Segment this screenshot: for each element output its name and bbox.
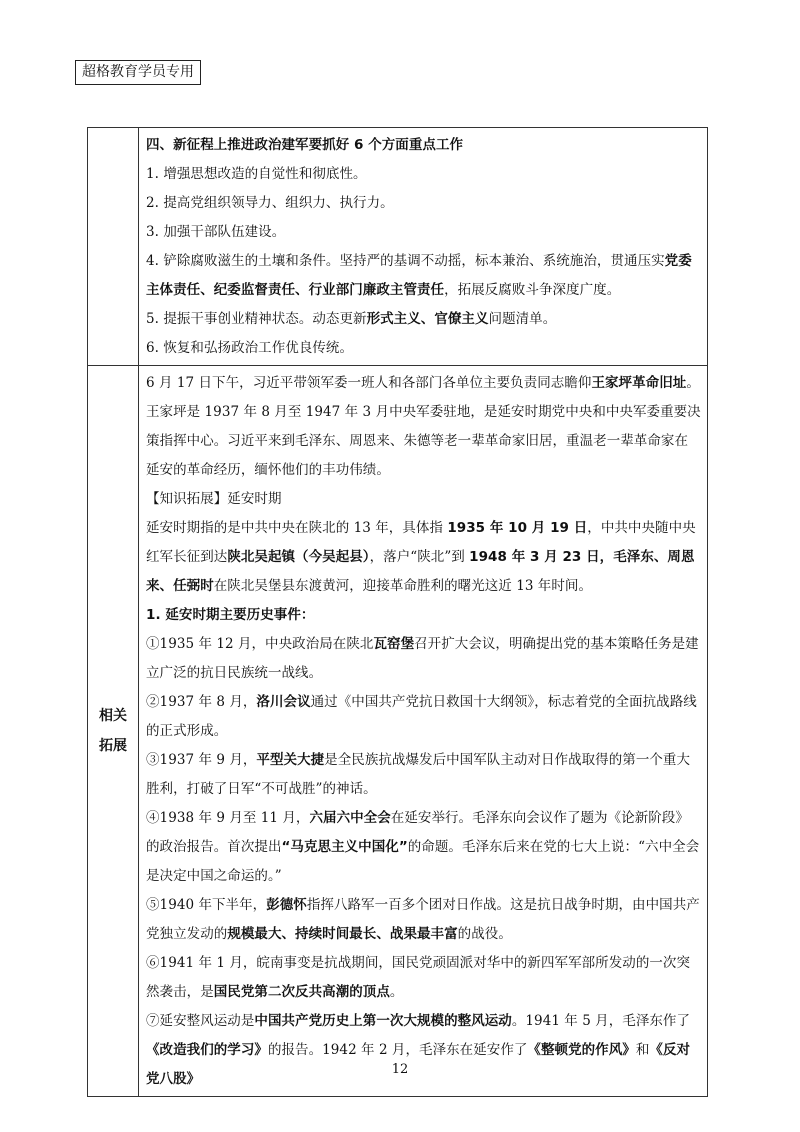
highlight-text: 形式主义、官僚主义 [366, 311, 489, 327]
text-run: 的报告。1942 年 2 月，毛泽东在延安作了 [267, 1042, 528, 1058]
text-run: ④1938 年 9 月至 11 月， [146, 810, 310, 826]
text-run: ，拓展反腐败斗争深度广度。 [444, 282, 621, 298]
section-heading: 四、新征程上推进政治建军要抓好 6 个方面重点工作 [146, 137, 464, 153]
table-row [88, 128, 708, 366]
text-run: 延安时期指的是中共中央在陕北的 13 年，具体指 [146, 520, 448, 536]
highlight-text: 1948 年 3 月 23 日，毛泽东、周恩来、任弼时 [146, 549, 695, 594]
text-run: 的战役。 [457, 926, 512, 942]
side-label-line: 拓展 [99, 738, 127, 754]
intro-paragraph [146, 369, 701, 485]
highlight-text: 彭德怀 [266, 897, 307, 913]
text-run: 6 月 17 日下午，习近平带领军委一班人和各部门各单位主要负责同志瞻仰 [146, 375, 592, 391]
text-run: ⑥1941 年 1 月，皖南事变是抗战期间，国民党顽固派对华中的新四军军部所发动的一次突然袭击，是 [146, 955, 691, 1000]
highlight-text: 平型关大捷 [256, 752, 325, 768]
knowledge-title: 【知识拓展】延安时期 [146, 491, 282, 507]
text-run: 召开扩大会议，明确提出党的基本策略任务是建立广泛的抗日民族统一战线。 [146, 636, 699, 681]
text-run: 指挥八路军一百多个团对日作战。这是抗日战争时期，由中国共产党独立发动的 [146, 897, 700, 942]
text-run: 是全民族抗战爆发后中国军队主动对日作战取得的第一个重大胜利，打破了日军“不可战胜”的神话。 [146, 752, 691, 797]
highlight-text: 1935 年 10 月 19 日 [447, 520, 588, 536]
text-run: 问题清单。 [488, 311, 557, 327]
page-number: 12 [391, 1062, 409, 1077]
event-item [146, 804, 701, 891]
side-label-line: 相关 [99, 708, 127, 724]
watermark-label: 超格教育学员专用 [75, 60, 201, 85]
list-item: 1. 增强思想改造的自觉性和彻底性。 [146, 166, 367, 182]
work-priorities-cell [139, 128, 708, 366]
event-item [146, 630, 701, 688]
list-item: 3. 加强干部队伍建设。 [146, 224, 286, 240]
period-paragraph [146, 514, 701, 601]
highlight-text: 规模最大、持续时间最长、战果最丰富 [227, 926, 458, 942]
highlight-text: 《反对党八股》 [146, 1042, 691, 1087]
text-run: 在延安举行。毛泽东向会议作了题为《论新阶段》的政治报告。首次提出 [146, 810, 689, 855]
list-item [146, 305, 701, 334]
text-run: ③1937 年 9 月， [146, 752, 257, 768]
text-run: ①1935 年 12 月，中央政治局在陕北 [146, 636, 374, 652]
highlight-text: 《改造我们的学习》 [146, 1042, 268, 1058]
text-run: ，中共中央随中央红军长征到达 [146, 520, 696, 565]
event-item [146, 1007, 701, 1094]
highlight-text: 党委主体责任、纪委监督责任、行业部门廉政主管责任 [146, 253, 692, 298]
event-item [146, 688, 701, 746]
text-run: 和 [635, 1042, 650, 1058]
text-run: ⑦延安整风运动是 [146, 1013, 255, 1029]
text-run: ⑤1940 年下半年， [146, 897, 267, 913]
table-row [88, 366, 708, 1097]
list-item: 6. 恢复和弘扬政治工作优良传统。 [146, 340, 354, 356]
text-run: 。 [389, 984, 404, 1000]
text-run: 5. 提振干事创业精神状态。动态更新 [146, 311, 367, 327]
events-title: 1. 延安时期主要历史事件： [146, 607, 315, 623]
highlight-text: 国民党第二次反共高潮的顶点 [213, 984, 390, 1000]
highlight-text: 瓦窑堡 [373, 636, 415, 652]
text-run: 通过《中国共产党抗日救国十大纲领》，标志着党的全面抗战路线的正式形成。 [146, 694, 697, 739]
text-run: ②1937 年 8 月， [146, 694, 257, 710]
highlight-text: 洛川会议 [256, 694, 311, 710]
related-extension-cell [139, 366, 708, 1097]
highlight-text: 《整顿党的作风》 [527, 1042, 636, 1058]
highlight-text: 陕北吴起镇（今吴起县） [227, 549, 370, 565]
highlight-text: 六届六中全会 [309, 810, 391, 826]
list-item: 2. 提高党组织领导力、组织力、执行力。 [146, 195, 394, 211]
empty-label-cell [88, 128, 139, 366]
list-item [146, 247, 701, 305]
text-run: ，落户“陕北”到 [369, 549, 470, 565]
text-run: 。王家坪是 1937 年 8 月至 1947 年 3 月中央军委驻地，是延安时期党中央和中央军委重要决策指挥中心。习近平来到毛泽东、周恩来、朱德等老一辈革命家旧居，重温老一辈革命家在延安的革命经历，缅怀他们的丰功伟绩。 [146, 375, 701, 478]
text-run: 。1941 年 5 月，毛泽东作了 [511, 1013, 691, 1029]
text-run: 在陕北吴堡县东渡黄河，迎接革命胜利的曙光这近 13 年时间。 [213, 578, 593, 594]
content-table [87, 127, 708, 1097]
event-item [146, 949, 701, 1007]
event-item [146, 891, 701, 949]
highlight-text: 中国共产党历史上第一次大规模的整风运动 [254, 1013, 512, 1029]
highlight-text: “马克思主义中国化” [281, 839, 408, 855]
text-run: 4. 铲除腐败滋生的土壤和条件。坚持严的基调不动摇，标本兼治、系统施治，贯通压实 [146, 253, 665, 269]
event-item [146, 746, 701, 804]
text-run: 的命题。毛泽东后来在党的七大上说：“六中全会是决定中国之命运的。” [146, 839, 700, 884]
highlight-text: 王家坪革命旧址 [591, 375, 687, 391]
related-extension-label-cell [88, 366, 139, 1097]
